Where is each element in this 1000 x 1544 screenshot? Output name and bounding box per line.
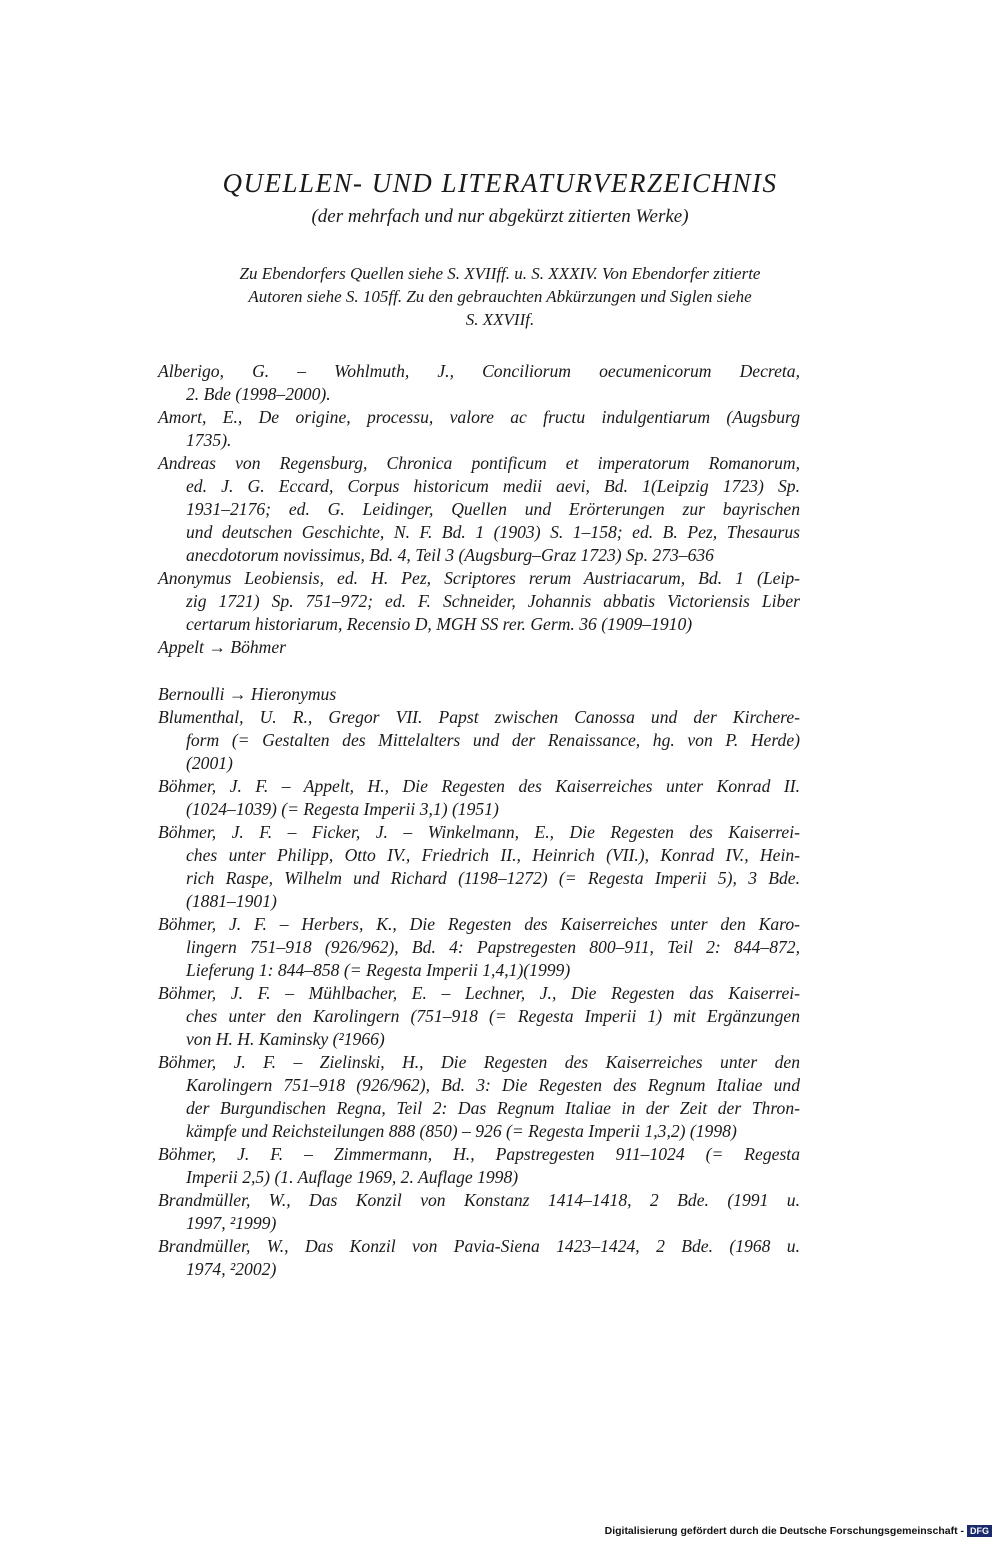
entry-line: Karolingern 751–918 (926/962), Bd. 3: Die Regesten des Regnum Italiae und bbox=[186, 1075, 800, 1095]
entry-line: 2. Bde (1998–2000). bbox=[186, 384, 331, 404]
entry-line: Böhmer, J. F. – Mühlbacher, E. – Lechner, J., Die Regesten das Kaiserrei- bbox=[158, 983, 800, 1003]
entry-line: zig 1721) Sp. 751–972; ed. F. Schneider, Johannis abbatis Victoriensis Liber bbox=[186, 591, 800, 611]
section-gap bbox=[158, 659, 800, 683]
entry-line: Böhmer, J. F. – Ficker, J. – Winkelmann, E., Die Regesten des Kaiserrei- bbox=[158, 822, 800, 842]
entry-line: 1974, ²2002) bbox=[186, 1259, 277, 1279]
entry-line: Böhmer, J. F. – Herbers, K., Die Regesten des Kaiserreiches unter den Karo- bbox=[158, 914, 800, 934]
entry-line: Brandmüller, W., Das Konzil von Pavia-Siena 1423–1424, 2 Bde. (1968 u. bbox=[158, 1236, 800, 1256]
bibliography-entry bbox=[158, 636, 800, 659]
intro-note bbox=[0, 262, 1000, 331]
entry-line: Blumenthal, U. R., Gregor VII. Papst zwischen Canossa und der Kirchere- bbox=[158, 707, 800, 727]
intro-line: Zu Ebendorfers Quellen siehe S. XVIIff. u. S. XXXIV. Von Ebendorfer zitierte bbox=[239, 264, 761, 283]
entry-line: anecdotorum novissimus, Bd. 4, Teil 3 (Augsburg–Graz 1723) Sp. 273–636 bbox=[186, 545, 714, 565]
entry-line: Bernoulli → Hieronymus bbox=[158, 684, 337, 704]
entry-line: ches unter Philipp, Otto IV., Friedrich II., Heinrich (VII.), Konrad IV., Hein- bbox=[186, 845, 800, 865]
bibliography-entry bbox=[158, 821, 800, 913]
entry-line: form (= Gestalten des Mittelalters und der Renaissance, hg. von P. Herde) bbox=[186, 730, 800, 750]
entry-line: Andreas von Regensburg, Chronica pontificum et imperatorum Romanorum, bbox=[158, 453, 800, 473]
entry-line: rich Raspe, Wilhelm und Richard (1198–1272) (= Regesta Imperii 5), 3 Bde. bbox=[186, 868, 800, 888]
entry-line: certarum historiarum, Recensio D, MGH SS rer. Germ. 36 (1909–1910) bbox=[186, 614, 693, 634]
entry-line: kämpfe und Reichsteilungen 888 (850) – 926 (= Regesta Imperii 1,3,2) (1998) bbox=[186, 1121, 737, 1141]
page-subtitle: (der mehrfach und nur abgekürzt zitierten Werke) bbox=[311, 206, 689, 227]
entry-line: der Burgundischen Regna, Teil 2: Das Regnum Italiae in der Zeit der Thron- bbox=[186, 1098, 800, 1118]
footer-text: Digitalisierung gefördert durch die Deutsche Forschungsgemeinschaft - bbox=[604, 1525, 964, 1537]
entry-line: (2001) bbox=[186, 753, 233, 773]
entry-line: 1931–2176; ed. G. Leidinger, Quellen und Erörterungen zur bayrischen bbox=[186, 499, 800, 519]
entry-line: 1997, ²1999) bbox=[186, 1213, 277, 1233]
bibliography-entry bbox=[158, 406, 800, 452]
entry-line: Imperii 2,5) (1. Auflage 1969, 2. Auflage 1998) bbox=[186, 1167, 519, 1187]
bibliography-list bbox=[158, 360, 800, 1281]
entry-line: Amort, E., De origine, processu, valore ac fructu indulgentiarum (Augsburg bbox=[158, 407, 800, 427]
bibliography-entry bbox=[158, 567, 800, 636]
entry-line: Appelt → Böhmer bbox=[158, 637, 287, 657]
bibliography-entry bbox=[158, 913, 800, 982]
entry-line: Böhmer, J. F. – Appelt, H., Die Regesten des Kaiserreiches unter Konrad II. bbox=[158, 776, 800, 796]
bibliography-entry bbox=[158, 1189, 800, 1235]
entry-line: von H. H. Kaminsky (²1966) bbox=[186, 1029, 385, 1049]
bibliography-entry bbox=[158, 452, 800, 567]
intro-line: S. XXVIIf. bbox=[465, 310, 535, 329]
bibliography-entry bbox=[158, 775, 800, 821]
entry-line: ches unter den Karolingern (751–918 (= Regesta Imperii 1) mit Ergänzungen bbox=[186, 1006, 800, 1026]
entry-line: Böhmer, J. F. – Zielinski, H., Die Regesten des Kaiserreiches unter den bbox=[158, 1052, 800, 1072]
bibliography-entry bbox=[158, 1143, 800, 1189]
entry-line: Böhmer, J. F. – Zimmermann, H., Papstregesten 911–1024 (= Regesta bbox=[158, 1144, 800, 1164]
entry-line: ed. J. G. Eccard, Corpus historicum medii aevi, Bd. 1(Leipzig 1723) Sp. bbox=[186, 476, 800, 496]
bibliography-entry bbox=[158, 706, 800, 775]
bibliography-entry bbox=[158, 1051, 800, 1143]
entry-line: Anonymus Leobiensis, ed. H. Pez, Scriptores rerum Austriacarum, Bd. 1 (Leip- bbox=[158, 568, 800, 588]
entry-line: 1735). bbox=[186, 430, 232, 450]
page-title: QUELLEN- UND LITERATURVERZEICHNIS bbox=[222, 168, 778, 198]
bibliography-entry bbox=[158, 1235, 800, 1281]
entry-line: Alberigo, G. – Wohlmuth, J., Conciliorum oecumenicorum Decreta, bbox=[158, 361, 800, 381]
intro-line: Autoren siehe S. 105ff. Zu den gebrauchten Abkürzungen und Siglen siehe bbox=[248, 287, 752, 306]
entry-line: Brandmüller, W., Das Konzil von Konstanz 1414–1418, 2 Bde. (1991 u. bbox=[158, 1190, 800, 1210]
bibliography-entry bbox=[158, 683, 800, 706]
entry-line: lingern 751–918 (926/962), Bd. 4: Papstregesten 800–911, Teil 2: 844–872, bbox=[186, 937, 800, 957]
entry-line: (1024–1039) (= Regesta Imperii 3,1) (1951) bbox=[186, 799, 499, 819]
dfg-logo: DFG bbox=[967, 1525, 992, 1537]
bibliography-entry bbox=[158, 360, 800, 406]
entry-line: Lieferung 1: 844–858 (= Regesta Imperii 1,4,1)(1999) bbox=[186, 960, 571, 980]
entry-line: (1881–1901) bbox=[186, 891, 277, 911]
entry-line: und deutschen Geschichte, N. F. Bd. 1 (1903) S. 1–158; ed. B. Pez, Thesaurus bbox=[186, 522, 800, 542]
bibliography-entry bbox=[158, 982, 800, 1051]
funding-footer bbox=[605, 1525, 992, 1537]
